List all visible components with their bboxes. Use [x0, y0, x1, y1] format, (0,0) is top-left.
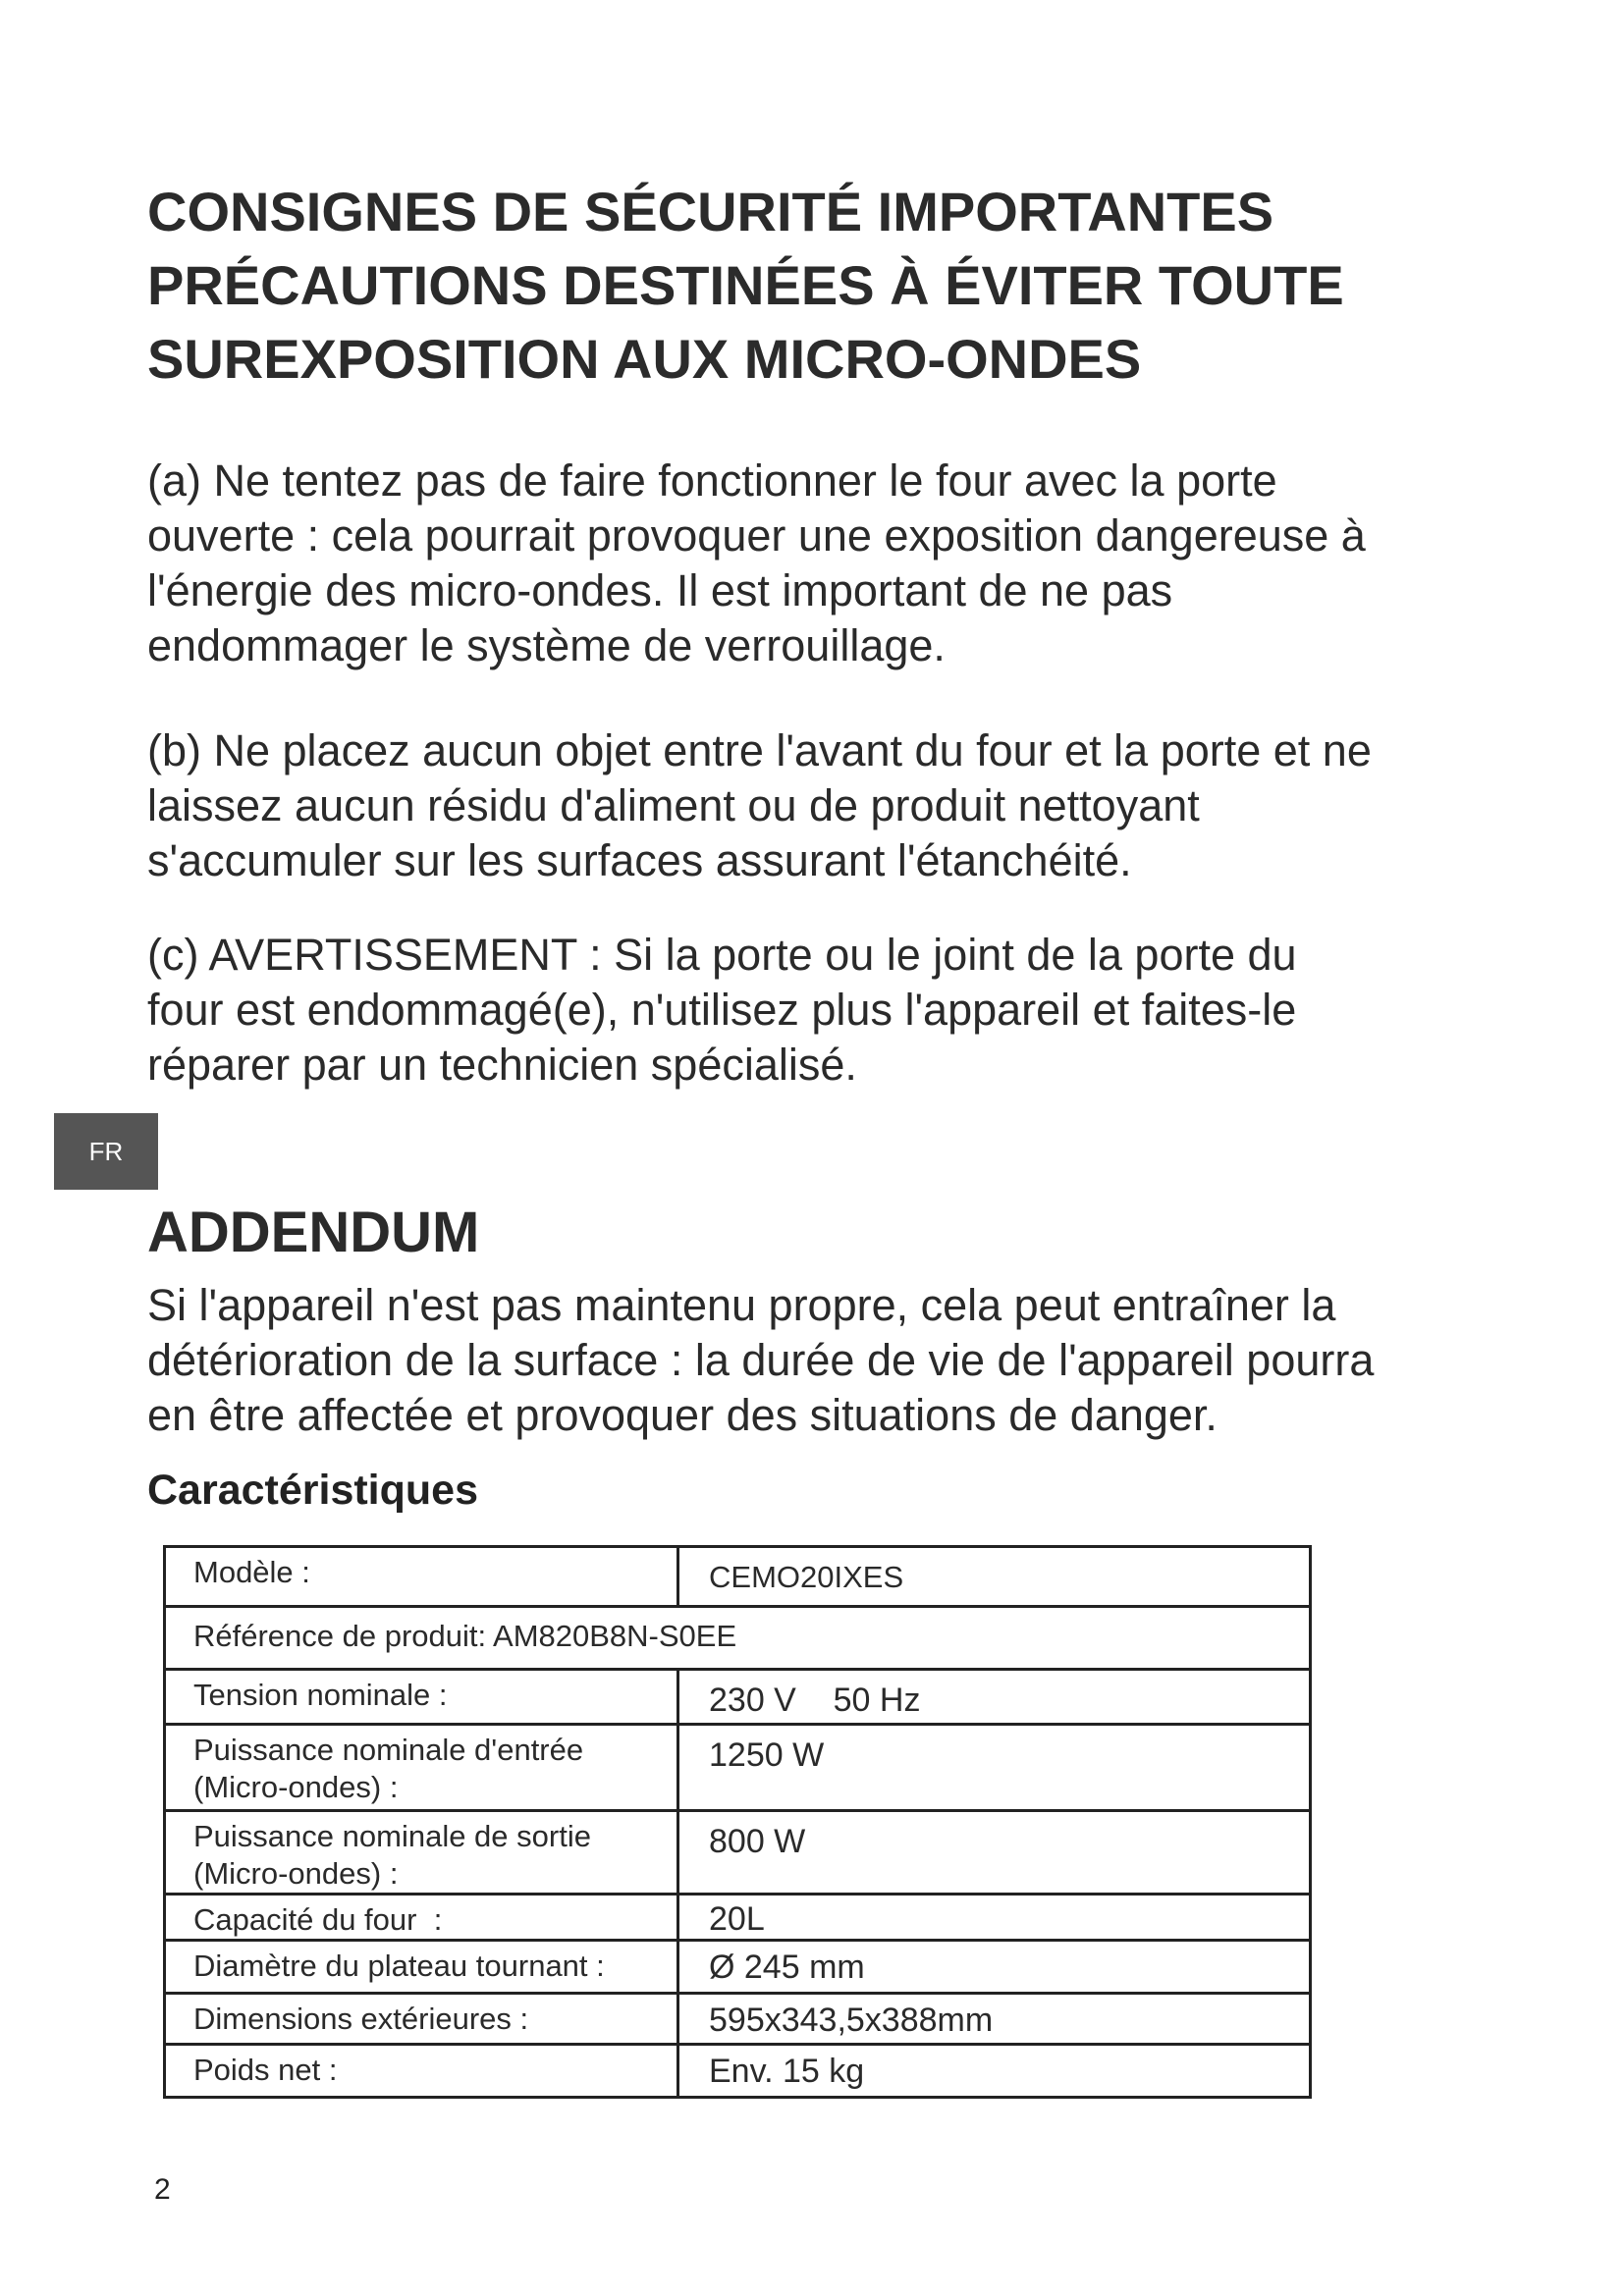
- spec-value: 800 W: [678, 1811, 1311, 1895]
- page-number: 2: [154, 2173, 171, 2206]
- spec-label-line: (Micro-ondes) :: [193, 1856, 399, 1891]
- product-reference: Référence de produit: AM820B8N-S0EE: [165, 1607, 1311, 1670]
- paragraph-line: (c) AVERTISSEMENT : Si la porte ou le joint de la porte du: [147, 930, 1297, 980]
- table-row: [165, 1670, 1311, 1725]
- heading-line: SUREXPOSITION AUX MICRO-ONDES: [147, 328, 1142, 390]
- safety-heading: [147, 175, 1542, 396]
- paragraph-line: (a) Ne tentez pas de faire fonctionner le four avec la porte: [147, 455, 1277, 506]
- table-row: [165, 1895, 1311, 1941]
- heading-line: PRÉCAUTIONS DESTINÉES À ÉVITER TOUTE: [147, 254, 1344, 316]
- safety-paragraph-c: [147, 928, 1542, 1093]
- spec-label: Diamètre du plateau tournant :: [165, 1941, 678, 1994]
- paragraph-line: détérioration de la surface : la durée de vie de l'appareil pourra: [147, 1335, 1375, 1385]
- spec-label: [165, 1811, 678, 1895]
- spec-label: Capacité du four :: [165, 1895, 678, 1941]
- paragraph-line: ouverte : cela pourrait provoquer une exposition dangereuse à: [147, 510, 1366, 561]
- language-tab: FR: [54, 1113, 158, 1190]
- spec-value: Ø 245 mm: [678, 1941, 1311, 1994]
- paragraph-line: s'accumuler sur les surfaces assurant l'étanchéité.: [147, 835, 1132, 885]
- specs-title: Caractéristiques: [147, 1467, 478, 1514]
- table-row: [165, 1547, 1311, 1607]
- spec-value: CEMO20IXES: [678, 1547, 1311, 1607]
- paragraph-line: réparer par un technicien spécialisé.: [147, 1040, 857, 1090]
- spec-label-line: Puissance nominale d'entrée: [193, 1733, 584, 1767]
- paragraph-line: Si l'appareil n'est pas maintenu propre, cela peut entraîner la: [147, 1280, 1336, 1330]
- addendum-title: ADDENDUM: [147, 1201, 480, 1264]
- spec-label: Poids net :: [165, 2045, 678, 2098]
- spec-value: 20L: [678, 1895, 1311, 1941]
- specs-table: [163, 1545, 1312, 2099]
- spec-label: Dimensions extérieures :: [165, 1994, 678, 2045]
- spec-value: 230 V 50 Hz: [678, 1670, 1311, 1725]
- spec-value: 1250 W: [678, 1725, 1311, 1811]
- table-row: [165, 1725, 1311, 1811]
- paragraph-line: (b) Ne placez aucun objet entre l'avant du four et la porte et ne: [147, 725, 1372, 775]
- spec-label: [165, 1725, 678, 1811]
- safety-paragraph-a: [147, 454, 1542, 673]
- paragraph-line: endommager le système de verrouillage.: [147, 620, 946, 670]
- paragraph-line: four est endommagé(e), n'utilisez plus l'appareil et faites-le: [147, 985, 1297, 1035]
- spec-value: Env. 15 kg: [678, 2045, 1311, 2098]
- table-row: [165, 1994, 1311, 2045]
- spec-value: 595x343,5x388mm: [678, 1994, 1311, 2045]
- table-row: [165, 1607, 1311, 1670]
- spec-label: Modèle :: [165, 1547, 678, 1607]
- heading-line: CONSIGNES DE SÉCURITÉ IMPORTANTES: [147, 181, 1274, 242]
- paragraph-line: l'énergie des micro-ondes. Il est important de ne pas: [147, 565, 1173, 615]
- table-row: [165, 1941, 1311, 1994]
- spec-label-line: Puissance nominale de sortie: [193, 1819, 591, 1853]
- paragraph-line: laissez aucun résidu d'aliment ou de produit nettoyant: [147, 780, 1200, 830]
- table-row: [165, 1811, 1311, 1895]
- table-row: [165, 2045, 1311, 2098]
- addendum-paragraph: [147, 1278, 1542, 1443]
- spec-label-line: (Micro-ondes) :: [193, 1770, 399, 1804]
- paragraph-line: en être affectée et provoquer des situations de danger.: [147, 1390, 1218, 1440]
- spec-label: Tension nominale :: [165, 1670, 678, 1725]
- safety-paragraph-b: [147, 723, 1542, 888]
